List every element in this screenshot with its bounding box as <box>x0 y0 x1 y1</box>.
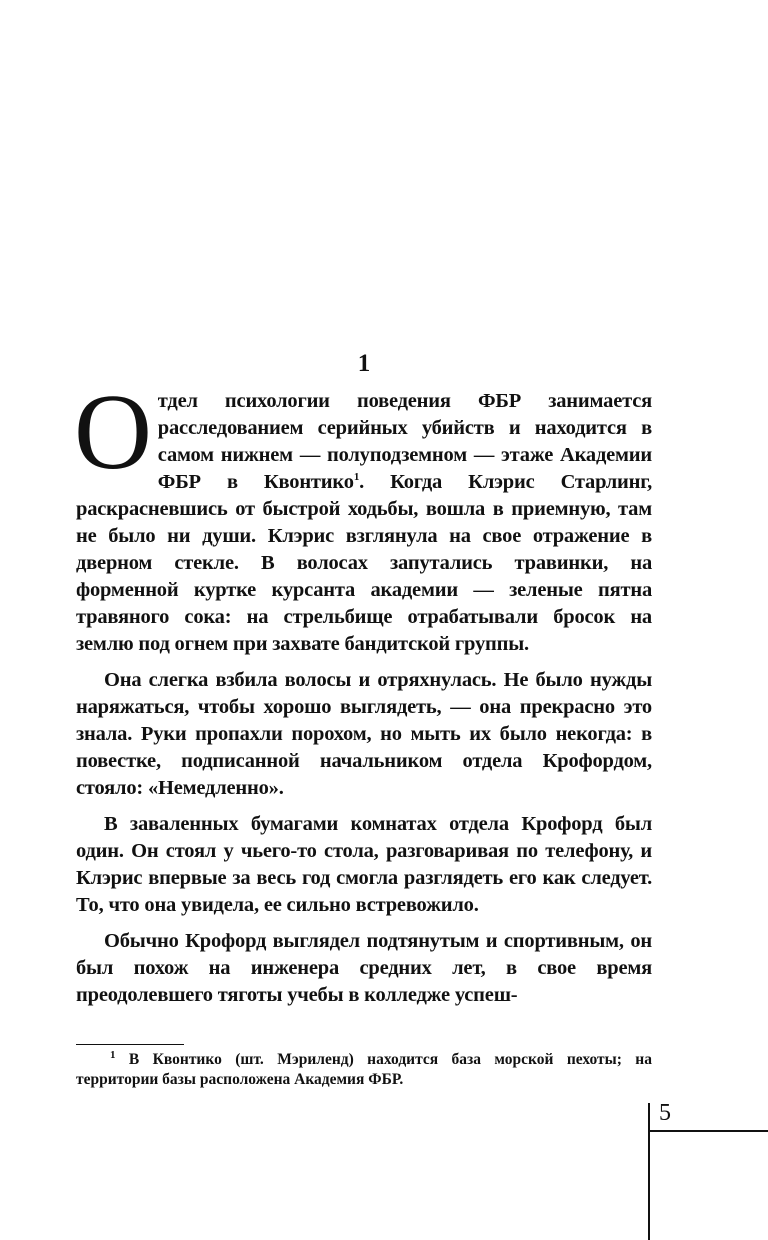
paragraph-2: Она слегка взбила волосы и отряхнулась. Не было нужды наряжаться, чтобы хорошо выглядеть, — она прекрасно это знала. Руки пропахли порохом, но мыть их было некогда: в повестке, подписанной начальником отдела Крофордом, стояло: «Немедленно». <box>76 669 652 799</box>
paragraph-4: Обычно Крофорд выглядел подтянутым и спортивным, он был похож на инженера средних лет, в свое время преодолевшего тяготы учебы в колледже успеш- <box>76 930 652 1006</box>
drop-cap: О <box>74 373 152 492</box>
footnote-text: В Квонтико (шт. Мэриленд) находится база морской пехоты; на территории базы расположена Академия ФБР. <box>76 1051 652 1088</box>
footnote-reference: 1 <box>353 471 360 484</box>
page-corner-vertical-line <box>648 1103 650 1240</box>
page-corner-horizontal-line <box>648 1130 768 1132</box>
paragraph-1-text-a: тдел психологии поведения ФБР занимается расследованием серийных убийств и находится в самом нижнем — полуподземном — этаже Академии ФБР в Квонтико <box>157 390 652 493</box>
paragraph-1 <box>74 373 653 658</box>
paragraph-3: В заваленных бумагами комнатах отдела Крофорд был один. Он стоял у чьего-то стола, разговаривая по телефону, и Клэрис впервые за весь год смогла разглядеть его как следует. То, что она увидела, ее сильно встревожило. <box>76 813 652 916</box>
footnote <box>76 1050 652 1090</box>
footnote-marker: 1 <box>110 1048 116 1061</box>
main-text <box>74 373 653 1018</box>
chapter-number: 1 <box>357 350 371 377</box>
footnote-divider <box>76 1044 184 1045</box>
page-number: 5 <box>659 1100 671 1126</box>
paragraph-1-text-b: . Когда Клэрис Старлинг, раскрасневшись от быстрой ходьбы, вошла в приемную, там не было ни души. Клэрис взглянула на свое отражение в дверном стекле. В волосах запутались травинки, на форменной куртке курсанта академии — зеленые пятна травяного сока: на стрельбище отрабатывали бросок на землю под огнем при захвате бандитской группы. <box>76 471 653 655</box>
